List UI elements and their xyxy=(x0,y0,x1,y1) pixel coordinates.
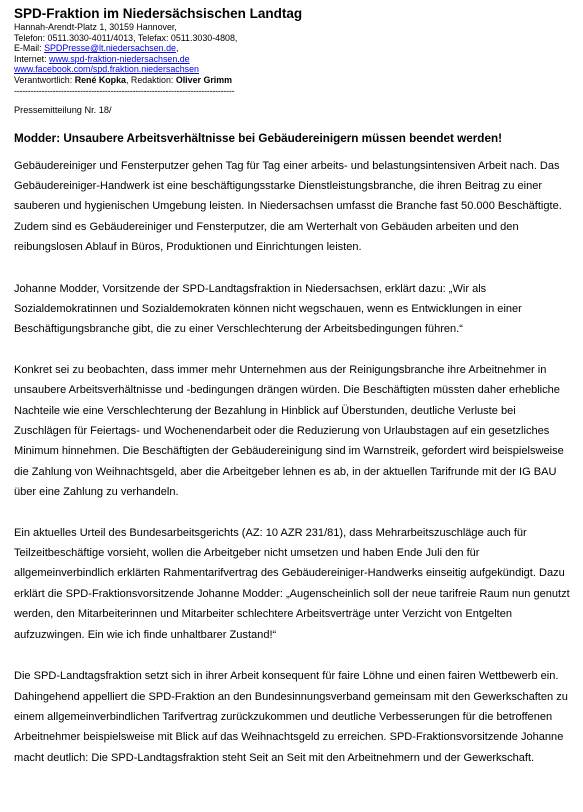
editor-label: , Redaktion: xyxy=(125,74,176,85)
body-paragraph-1: Gebäudereiniger und Fensterputzer gehen Tag für Tag einer arbeits- und belastungsintensiven Arbeit nach. Das Gebäudereiniger-Handwerk ist eine beschäftigungsstarke Dienstleistungsbranche, die ihren Beitrag zu einer sauberen und hygienischen Umgebung leisten. In Niedersachsen umfasst die Branche fast 50.000 Beschäftigte. Zudem sind es Gebäudereiniger und Fensterputzer, die am Werterhalt von Gebäuden arbeiten und den reibungslosen Ablauf in Büros, Produktionen und Einrichtungen leisten. xyxy=(14,159,562,254)
email-suffix: , xyxy=(175,43,179,54)
facebook-line xyxy=(14,64,570,75)
body-paragraph-3: Konkret sei zu beobachten, dass immer mehr Unternehmen aus der Reinigungsbranche ihre Arbeitnehmer in unsaubere Arbeitsverhältnisse und -bedingungen drängen würden. Die Beschäftigten müssten daher erhebliche Nachteile wie eine Verschlechterung der Bezahlung in Hinblick auf Überstunden, deutliche Verluste bei Zuschlägen für Feiertags- und Wochenendarbeit oder die Reduzierung von Urlaubstagen auf ein gesetzliches Minimum hinnehmen. Die Beschäftigten der Gebäudereinigung sind im Warnstreik, gefordert wird beispielsweise die Zahlung von Weihnachtsgeld, aber die Arbeitgeber lehnen es ab, in der aktuellen Tarifrunde mit der IG BAU über eine Zahlung zu verhandeln. xyxy=(14,363,564,499)
press-release-number: Pressemitteilung Nr. 18/ xyxy=(14,104,112,115)
email-label: E-Mail: xyxy=(14,43,45,54)
body-paragraph-4: Ein aktuelles Urteil des Bundesarbeitsgerichts (AZ: 10 AZR 231/81), dass Mehrarbeitszuschläge auch für Teilzeitbeschäftige vorsieht, wollen die Arbeitgeber nicht umsetzen und haben Ende Juli den für allgemeinverbindlich erklärten Rahmentarifvertrag des Gebäudereiniger-Handwerks einseitig aufgekündigt. Dazu erklärt die SPD-Fraktionsvorsitzende Johanne Modder: „Augenscheinlich soll der neue tarifreie Raum nun genutzt werden, den Mitarbeiterinnen und Mitarbeiter schlechtere Arbeitsverträge unter Verzicht von Entgelten aufzuzwingen. Ein wie ich finde unhaltbarer Zustand!“ xyxy=(14,526,570,641)
editor-name: Oliver Grimm xyxy=(175,74,233,85)
responsible-label: Verantwortlich: xyxy=(14,74,75,85)
press-release-document xyxy=(14,6,570,768)
organization-title: SPD-Fraktion im Niedersächsischen Landtag xyxy=(14,6,303,21)
internet-label: Internet: xyxy=(14,53,50,64)
headline: Modder: Unsaubere Arbeitsverhältnisse bei Gebäudereinigern müssen beendet werden! xyxy=(14,131,502,145)
website-link[interactable]: www.spd-fraktion-niedersachsen.de xyxy=(49,53,190,64)
email-line xyxy=(14,43,570,54)
body-paragraph-2: Johanne Modder, Vorsitzende der SPD-Landtagsfraktion in Niedersachsen, erklärt dazu: „Wir als Sozialdemokratinnen und Sozialdemokraten können nicht wegschauen, wenn es Entwicklungen in einer Beschäftigungsbranche gibt, die zu einer Verschlechterung der Arbeitsbedingungen führen.“ xyxy=(14,282,522,336)
internet-line xyxy=(14,54,570,65)
facebook-link[interactable]: www.facebook.com/spd.fraktion.niedersachsen xyxy=(14,64,199,75)
phone-fax-line: Telefon: 0511.3030-4011/4013, Telefax: 0511.3030-4808, xyxy=(14,32,238,43)
header-divider: -------------------------------------------------------------------------------- xyxy=(14,85,235,96)
responsible-name: René Kopka xyxy=(74,74,126,85)
responsible-line xyxy=(14,75,570,86)
email-link[interactable]: SPDPresse@lt.niedersachsen.de xyxy=(44,43,176,54)
body-paragraph-5: Die SPD-Landtagsfraktion setzt sich in ihrer Arbeit konsequent für faire Löhne und einen fairen Wettbewerb ein. Dahingehend appelliert die SPD-Fraktion an den Bundesinnungsverband gemeinsam mit den Gewerkschaften zu einem allgemeinverbindlichen Tarifvertrag zurückzukommen und deutliche Verbesserungen für die betroffenen Arbeitnehmer beispielsweise mit Blick auf das Weihnachtsgeld zu erreichen. SPD-Fraktionsvorsitzende Johanne macht deutlich: Die SPD-Landtagsfraktion steht Seit an Seit mit den Arbeitnehmern und der Gewerkschaft. xyxy=(14,670,568,764)
address-line: Hannah-Arendt-Platz 1, 30159 Hannover, xyxy=(14,22,177,32)
